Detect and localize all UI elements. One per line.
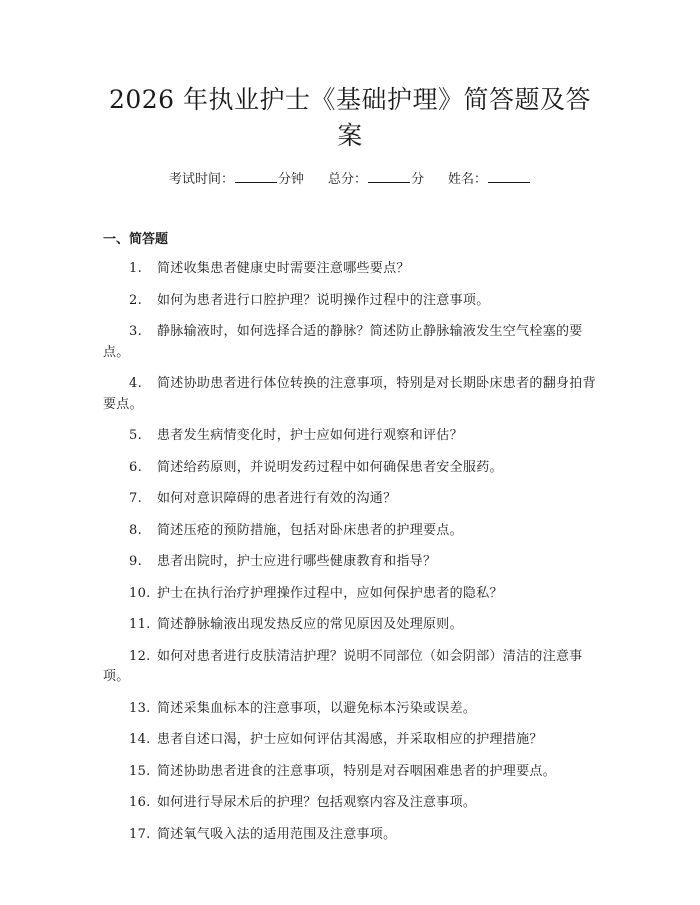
exam-time-field (169, 170, 304, 190)
total-score-unit: 分 (411, 172, 425, 187)
question-number: 6. (129, 459, 143, 475)
total-score-label: 总分： (327, 172, 367, 187)
question-text: 简述静脉输液出现发热反应的常见原因及处理原则。 (157, 617, 463, 632)
question-item (103, 552, 597, 573)
question-number: 16. (129, 795, 151, 810)
question-number: 13. (129, 700, 151, 716)
question-number: 7. (129, 491, 143, 506)
question-number: 14. (129, 732, 151, 747)
question-number: 4. (129, 376, 143, 391)
question-text: 如何对患者进行皮肤清洁护理？说明不同部位（如会阴部）清洁的注意事项。 (103, 648, 583, 684)
exam-time-unit: 分钟 (277, 172, 304, 187)
question-item (103, 521, 597, 542)
question-text: 简述压疮的预防措施，包括对卧床患者的护理要点。 (157, 522, 463, 538)
question-text: 简述收集患者健康史时需要注意哪些要点？ (157, 261, 410, 276)
question-item (103, 374, 597, 415)
name-blank (488, 170, 530, 183)
question-item (103, 647, 597, 688)
question-number: 9. (129, 554, 143, 569)
total-score-blank (368, 170, 410, 183)
question-list (103, 259, 597, 845)
question-text: 患者出院时，护士应进行哪些健康教育和指导？ (157, 554, 437, 569)
question-item (103, 584, 597, 605)
question-number: 3. (129, 324, 143, 339)
question-number: 2. (129, 292, 143, 308)
question-text: 简述采集血标本的注意事项，以避免标本污染或误差。 (157, 700, 477, 716)
question-item (103, 730, 597, 751)
question-item (103, 489, 597, 510)
question-number: 8. (129, 522, 143, 538)
question-text: 护士在执行治疗护理操作过程中，应如何保护患者的隐私？ (157, 585, 503, 601)
question-text: 简述协助患者进行体位转换的注意事项，特别是对长期卧床患者的翻身拍背要点。 (103, 376, 596, 412)
question-number: 10. (129, 585, 151, 601)
total-score-field (328, 170, 424, 190)
question-text: 如何进行导尿术后的护理？包括观察内容及注意事项。 (157, 795, 477, 810)
question-text: 如何为患者进行口腔护理？说明操作过程中的注意事项。 (157, 292, 490, 308)
question-number: 11. (129, 617, 151, 632)
question-number: 15. (129, 763, 151, 779)
question-item (103, 825, 597, 846)
question-item (103, 458, 597, 479)
section-heading: 一、简答题 (103, 232, 169, 247)
question-text: 患者自述口渴，护士应如何评估其渴感，并采取相应的护理措施？ (157, 732, 543, 747)
question-item (103, 426, 597, 447)
question-item (103, 793, 597, 814)
question-item (103, 762, 597, 783)
name-field (448, 170, 531, 190)
question-number: 1. (129, 261, 143, 276)
question-text: 患者发生病情变化时，护士应如何进行观察和评估？ (157, 428, 463, 443)
question-item (103, 291, 597, 312)
exam-time-label: 考试时间： (168, 172, 234, 187)
question-number: 17. (129, 826, 151, 842)
question-item (103, 259, 597, 280)
question-text: 简述给药原则，并说明发药过程中如何确保患者安全服药。 (157, 459, 503, 475)
question-text: 简述协助患者进食的注意事项，特别是对吞咽困难患者的护理要点。 (157, 763, 557, 779)
exam-time-blank (235, 170, 277, 183)
exam-info-line (103, 170, 597, 190)
question-item (103, 322, 597, 363)
question-text: 如何对意识障碍的患者进行有效的沟通？ (157, 491, 397, 506)
name-label: 姓名： (448, 172, 488, 187)
question-number: 5. (129, 428, 143, 443)
question-number: 12. (129, 648, 151, 664)
question-text: 简述氧气吸入法的适用范围及注意事项。 (157, 826, 397, 842)
document-title: 2026 年执业护士《基础护理》简答题及答案 (108, 85, 592, 150)
question-item (103, 699, 597, 720)
question-item (103, 615, 597, 636)
question-text: 静脉输液时，如何选择合适的静脉？简述防止静脉输液发生空气栓塞的要点。 (103, 324, 583, 360)
